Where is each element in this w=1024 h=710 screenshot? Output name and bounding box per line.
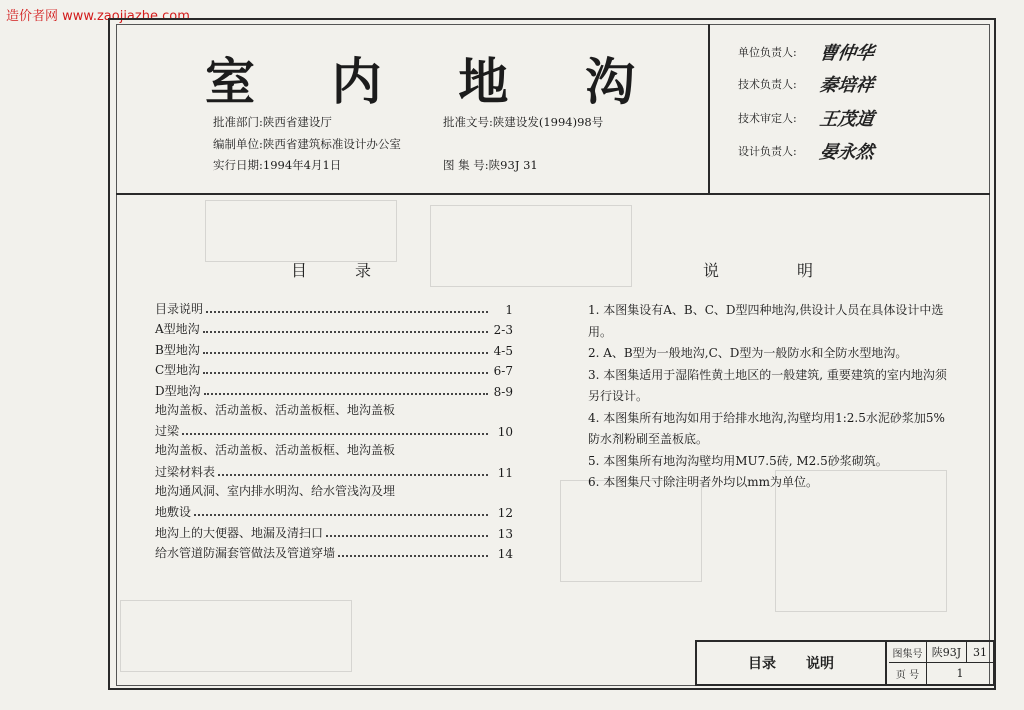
- note-text: 1. 本图集设有A、B、C、D型四种地沟,供设计人员在具体设计中选用。: [588, 303, 944, 339]
- table-of-contents: [155, 296, 513, 561]
- page-label: 页 号: [889, 663, 927, 684]
- title-char-2: 内: [331, 52, 382, 111]
- title-char-3: 地: [458, 52, 509, 111]
- notes-heading: [703, 258, 813, 281]
- toc-leader-dots: [206, 311, 488, 313]
- atlas-num: 31: [967, 642, 993, 663]
- toc-leader-dots: [203, 331, 488, 333]
- toc-heading-char-2: 录: [354, 261, 371, 280]
- note-text: 3. 本图集适用于湿陷性黄土地区的一般建筑, 重要建筑的室内地沟须另行设计。: [588, 367, 947, 403]
- note-item: [588, 451, 948, 473]
- notes-heading-char-2: 明: [796, 261, 813, 280]
- signature-divider: [708, 24, 710, 194]
- title-block-name: [697, 642, 887, 684]
- toc-leader-dots: [338, 555, 488, 557]
- approval-dept: 批准部门:陕西省建设厅: [213, 115, 332, 129]
- toc-entry-label-cont: 过梁: [155, 424, 180, 438]
- note-text: 5. 本图集所有地沟沟壁均用MU7.5砖, M2.5砂浆砌筑。: [588, 453, 888, 468]
- toc-entry-page: 11: [497, 465, 513, 480]
- signature-label: 技术审定人:: [738, 112, 797, 125]
- signature-name: 曹仲华: [818, 43, 876, 64]
- toc-entry-label: B型地沟: [155, 342, 200, 357]
- toc-entry[interactable]: [155, 441, 513, 480]
- toc-entry-page: 13: [497, 526, 513, 541]
- toc-entry-page: 2-3: [493, 323, 513, 337]
- signature-name: 王茂道: [818, 109, 876, 130]
- atlas-number: 图 集 号:陕93J 31: [443, 158, 538, 172]
- signature-row: [738, 38, 968, 66]
- toc-leader-dots: [218, 474, 488, 476]
- watermark-text: 造价者网 www.zaojiazhe.com: [6, 9, 190, 24]
- toc-entry-page: 12: [497, 506, 513, 520]
- toc-leader-dots: [194, 514, 488, 516]
- note-item: [588, 472, 948, 494]
- note-text: 6. 本图集尺寸除注明者外均以mm为单位。: [588, 475, 819, 489]
- toc-heading: [291, 258, 371, 281]
- toc-entry-page: 4-5: [493, 343, 513, 358]
- note-text: 2. A、B型为一般地沟,C、D型为一般防水和全防水型地沟。: [588, 346, 908, 360]
- toc-entry[interactable]: [155, 296, 513, 317]
- title-char-4: 沟: [584, 52, 635, 111]
- toc-entry-page: 8-9: [493, 384, 513, 399]
- toc-leader-dots: [203, 372, 488, 374]
- toc-entry[interactable]: [155, 541, 513, 562]
- effective-date: 实行日期:1994年4月1日: [213, 158, 342, 172]
- signature-label: 技术负责人:: [738, 78, 797, 91]
- toc-entry-page: 14: [497, 547, 513, 561]
- toc-entry[interactable]: [155, 337, 513, 358]
- header-divider: [116, 193, 990, 195]
- toc-entry-label: 给水管道防漏套管做法及管道穿墙: [155, 546, 336, 560]
- atlas-value: 陕93J: [927, 642, 967, 663]
- page-title: [205, 42, 635, 114]
- approval-doc: 批准文号:陕建设发(1994)98号: [443, 115, 604, 129]
- signature-row: [738, 137, 968, 165]
- compiler: 编制单位:陕西省建筑标准设计办公室: [213, 137, 401, 151]
- signature-row: [738, 70, 968, 98]
- notes-heading-char-1: 说: [703, 261, 720, 280]
- toc-entry[interactable]: [155, 401, 513, 440]
- note-item: [588, 365, 948, 408]
- toc-entry-page: 6-7: [493, 364, 513, 378]
- note-item: [588, 408, 948, 451]
- toc-entry-page: 1: [505, 302, 513, 317]
- toc-leader-dots: [204, 393, 488, 395]
- toc-leader-dots: [182, 433, 488, 435]
- title-block: [695, 640, 995, 686]
- toc-entry-label: 地沟通风洞、室内排水明沟、给水管浅沟及埋: [155, 483, 396, 498]
- toc-entry[interactable]: [155, 317, 513, 338]
- title-char-1: 室: [205, 52, 255, 111]
- toc-entry-label: 地沟盖板、活动盖板、活动盖板框、地沟盖板: [155, 443, 396, 457]
- note-item: [588, 343, 948, 365]
- toc-entry[interactable]: [155, 358, 513, 379]
- toc-entry-page: 10: [497, 425, 513, 439]
- toc-entry-label: A型地沟: [155, 322, 200, 336]
- signature-name: 晏永然: [818, 142, 876, 163]
- toc-entry-label: 地沟盖板、活动盖板、活动盖板框、地沟盖板: [155, 402, 396, 417]
- signature-name: 秦培祥: [818, 75, 876, 96]
- toc-entry[interactable]: [155, 482, 513, 521]
- toc-leader-dots: [203, 352, 488, 354]
- note-item: [588, 300, 948, 343]
- toc-entry-label-cont: 过梁材料表: [155, 464, 216, 479]
- notes-list: [588, 300, 948, 494]
- toc-entry-label-cont: 地敷设: [155, 505, 192, 519]
- toc-heading-char-1: 目: [291, 261, 308, 280]
- title-block-grid: [889, 642, 993, 684]
- title-block-name-b: 说明: [806, 656, 834, 672]
- signature-label: 设计负责人:: [738, 145, 797, 158]
- toc-entry-label: 地沟上的大便器、地漏及清扫口: [155, 525, 324, 540]
- atlas-label: 图集号: [889, 642, 927, 663]
- toc-entry-label: D型地沟: [155, 383, 201, 398]
- signature-row: [738, 104, 968, 132]
- note-text: 4. 本图集所有地沟如用于给排水地沟,沟壁均用1:2.5水泥砂浆加5%防水剂粉刷至盖板底。: [588, 410, 945, 446]
- toc-leader-dots: [326, 535, 488, 537]
- toc-entry[interactable]: [155, 520, 513, 541]
- page-value: 1: [956, 667, 964, 680]
- title-block-name-a: 目录: [748, 656, 776, 672]
- toc-entry-label: C型地沟: [155, 363, 201, 377]
- signature-label: 单位负责人:: [738, 46, 797, 59]
- toc-entry-label: 目录说明: [155, 301, 204, 316]
- toc-entry[interactable]: [155, 378, 513, 399]
